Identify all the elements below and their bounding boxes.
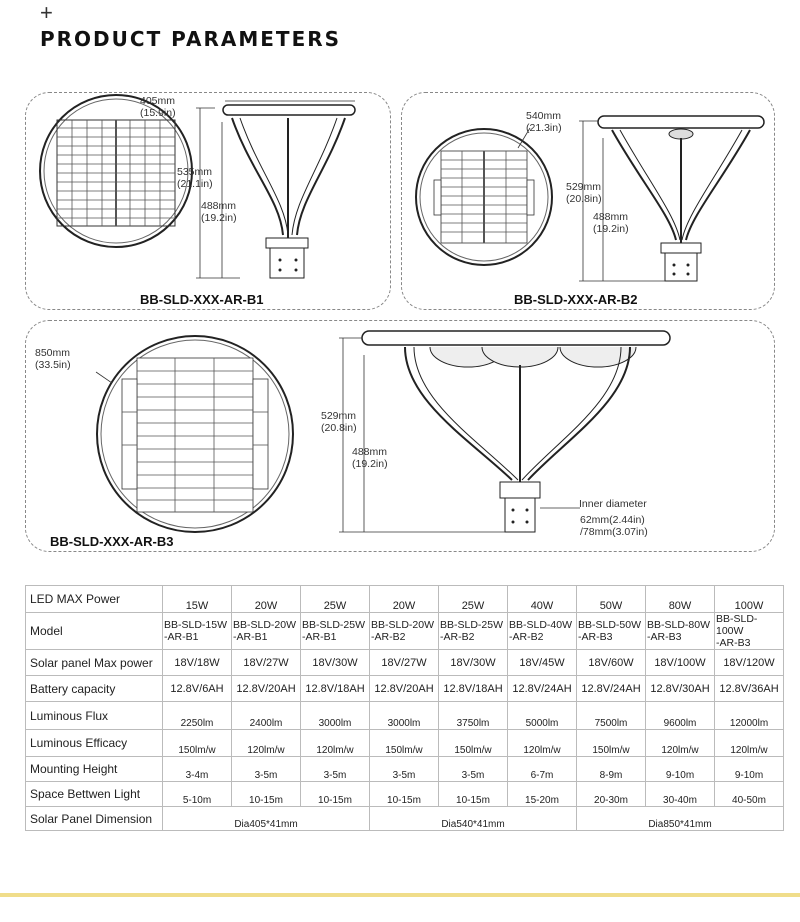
table-cell: 18V/60W bbox=[577, 650, 646, 676]
table-cell: 120lm/w bbox=[301, 730, 370, 757]
table-cell: 120lm/w bbox=[232, 730, 301, 757]
table-cell: 12000lm bbox=[715, 702, 784, 730]
row-label: Solar Panel Dimension bbox=[26, 807, 163, 831]
table-row-mounting bbox=[26, 757, 784, 782]
bottom-divider bbox=[0, 893, 800, 897]
row-label: Battery capacity bbox=[26, 676, 163, 702]
table-cell: 18V/30W bbox=[439, 650, 508, 676]
b1-height-total: 535mm (21.1in) bbox=[177, 166, 213, 190]
table-cell: 12.8V/24AH bbox=[508, 676, 577, 702]
table-cell: BB-SLD-100W -AR-B3 bbox=[715, 613, 784, 650]
table-cell: 12.8V/36AH bbox=[715, 676, 784, 702]
b1-height-pole: 488mm (19.2in) bbox=[201, 200, 237, 224]
table-cell: 12.8V/20AH bbox=[232, 676, 301, 702]
row-label: Model bbox=[26, 613, 163, 650]
b3-inner-values: 62mm(2.44in) /78mm(3.07in) bbox=[580, 514, 648, 538]
table-cell: BB-SLD-25W -AR-B2 bbox=[439, 613, 508, 650]
table-cell: 25W bbox=[301, 586, 370, 613]
table-cell: 15-20m bbox=[508, 782, 577, 807]
table-cell: 20-30m bbox=[577, 782, 646, 807]
table-cell: 3-4m bbox=[163, 757, 232, 782]
table-cell: 10-15m bbox=[232, 782, 301, 807]
table-cell: 12.8V/18AH bbox=[439, 676, 508, 702]
table-cell: 12.8V/18AH bbox=[301, 676, 370, 702]
table-cell: 9600lm bbox=[646, 702, 715, 730]
row-label: Luminous Efficacy bbox=[26, 730, 163, 757]
table-row-model bbox=[26, 613, 784, 650]
table-row-power bbox=[26, 586, 784, 613]
table-cell: BB-SLD-50W -AR-B3 bbox=[577, 613, 646, 650]
table-cell: 12.8V/20AH bbox=[370, 676, 439, 702]
table-cell: 120lm/w bbox=[508, 730, 577, 757]
table-cell: 6-7m bbox=[508, 757, 577, 782]
table-cell: 18V/100W bbox=[646, 650, 715, 676]
table-cell: 2250lm bbox=[163, 702, 232, 730]
table-cell: 20W bbox=[370, 586, 439, 613]
table-cell: 12.8V/6AH bbox=[163, 676, 232, 702]
table-cell: 7500lm bbox=[577, 702, 646, 730]
table-row-solar bbox=[26, 650, 784, 676]
b2-diameter: 540mm (21.3in) bbox=[526, 110, 562, 134]
row-label: Solar panel Max power bbox=[26, 650, 163, 676]
table-cell: 5-10m bbox=[163, 782, 232, 807]
table-cell: 18V/27W bbox=[232, 650, 301, 676]
b2-model-label: BB-SLD-XXX-AR-B2 bbox=[514, 292, 638, 307]
table-cell: 9-10m bbox=[646, 757, 715, 782]
table-cell: 150lm/w bbox=[439, 730, 508, 757]
table-cell: 10-15m bbox=[301, 782, 370, 807]
table-cell: BB-SLD-80W -AR-B3 bbox=[646, 613, 715, 650]
table-cell: BB-SLD-20W -AR-B2 bbox=[370, 613, 439, 650]
table-cell: 12.8V/24AH bbox=[577, 676, 646, 702]
table-cell: 30-40m bbox=[646, 782, 715, 807]
table-cell: BB-SLD-15W -AR-B1 bbox=[163, 613, 232, 650]
table-cell: 120lm/w bbox=[715, 730, 784, 757]
table-cell: 12.8V/30AH bbox=[646, 676, 715, 702]
b3-height-pole: 488mm (19.2in) bbox=[352, 446, 388, 470]
b1-model-label: BB-SLD-XXX-AR-B1 bbox=[140, 292, 264, 307]
spec-table bbox=[25, 585, 784, 831]
table-cell: 3000lm bbox=[301, 702, 370, 730]
table-cell: 100W bbox=[715, 586, 784, 613]
row-label: LED MAX Power bbox=[26, 586, 163, 613]
table-cell: 3750lm bbox=[439, 702, 508, 730]
table-cell: 5000lm bbox=[508, 702, 577, 730]
table-cell: 15W bbox=[163, 586, 232, 613]
b1-diameter: 405mm (15.9in) bbox=[140, 95, 176, 119]
table-cell: 2400lm bbox=[232, 702, 301, 730]
table-cell: 18V/18W bbox=[163, 650, 232, 676]
table-cell: 120lm/w bbox=[646, 730, 715, 757]
table-cell: 3-5m bbox=[370, 757, 439, 782]
table-cell: 18V/120W bbox=[715, 650, 784, 676]
table-row-efficacy bbox=[26, 730, 784, 757]
table-cell: 10-15m bbox=[439, 782, 508, 807]
table-cell: 18V/30W bbox=[301, 650, 370, 676]
table-cell: 40W bbox=[508, 586, 577, 613]
page-title: PRODUCT PARAMETERS bbox=[40, 27, 342, 51]
table-cell: 18V/27W bbox=[370, 650, 439, 676]
table-cell: BB-SLD-40W -AR-B2 bbox=[508, 613, 577, 650]
table-cell: 8-9m bbox=[577, 757, 646, 782]
table-cell: 80W bbox=[646, 586, 715, 613]
table-cell: 50W bbox=[577, 586, 646, 613]
b3-inner-diameter: Inner diameter bbox=[579, 498, 647, 510]
b3-model-label: BB-SLD-XXX-AR-B3 bbox=[50, 534, 174, 549]
table-cell: 10-15m bbox=[370, 782, 439, 807]
table-cell: 20W bbox=[232, 586, 301, 613]
row-label: Mounting Height bbox=[26, 757, 163, 782]
table-cell: 150lm/w bbox=[577, 730, 646, 757]
table-cell: 18V/45W bbox=[508, 650, 577, 676]
table-cell: Dia850*41mm bbox=[577, 807, 784, 831]
table-row-dimension bbox=[26, 807, 784, 831]
table-cell: Dia405*41mm bbox=[163, 807, 370, 831]
table-cell: Dia540*41mm bbox=[370, 807, 577, 831]
table-cell: 25W bbox=[439, 586, 508, 613]
b3-diameter: 850mm (33.5in) bbox=[35, 347, 71, 371]
table-cell: 3-5m bbox=[301, 757, 370, 782]
table-cell: 3-5m bbox=[439, 757, 508, 782]
row-label: Space Bettwen Light bbox=[26, 782, 163, 807]
b2-height-pole: 488mm (19.2in) bbox=[593, 211, 629, 235]
table-cell: 150lm/w bbox=[163, 730, 232, 757]
table-cell: 3-5m bbox=[232, 757, 301, 782]
b2-height-total: 529mm (20.8in) bbox=[566, 181, 602, 205]
table-cell: BB-SLD-25W -AR-B1 bbox=[301, 613, 370, 650]
table-row-spacing bbox=[26, 782, 784, 807]
plus-icon: + bbox=[40, 0, 53, 25]
table-cell: 9-10m bbox=[715, 757, 784, 782]
table-cell: 3000lm bbox=[370, 702, 439, 730]
b3-height-total: 529mm (20.8in) bbox=[321, 410, 357, 434]
row-label: Luminous Flux bbox=[26, 702, 163, 730]
table-cell: 150lm/w bbox=[370, 730, 439, 757]
table-row-flux bbox=[26, 702, 784, 730]
table-row-battery bbox=[26, 676, 784, 702]
table-cell: BB-SLD-20W -AR-B1 bbox=[232, 613, 301, 650]
table-cell: 40-50m bbox=[715, 782, 784, 807]
